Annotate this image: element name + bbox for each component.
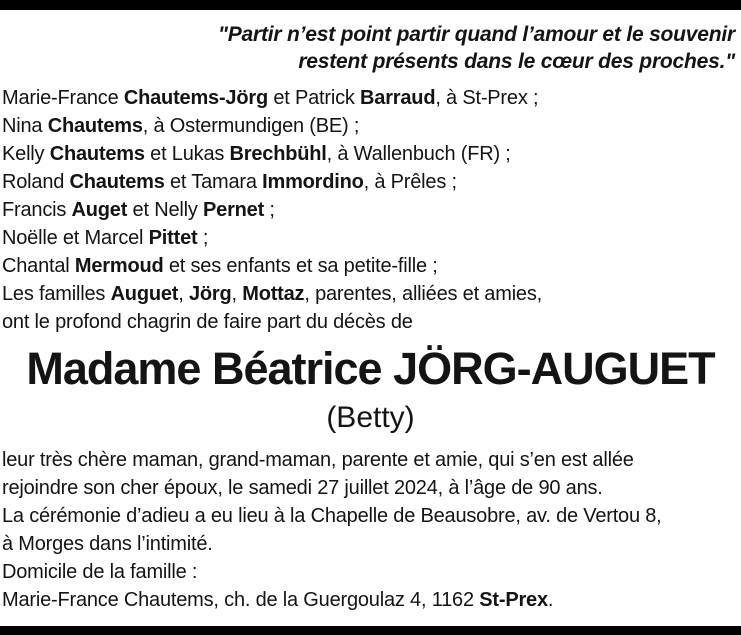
family-name-bold: Chautems	[47, 115, 143, 137]
family-name-bold: Chautems	[49, 143, 145, 165]
text-segment: Nina	[2, 115, 48, 137]
text-segment: Domicile de la famille :	[2, 561, 198, 583]
notice-line	[2, 280, 741, 308]
text-segment: , à Ostermundigen (BE) ;	[142, 115, 360, 137]
bottom-border-bar	[0, 626, 741, 635]
notice-line	[2, 308, 741, 336]
deceased-nickname: (Betty)	[326, 401, 415, 434]
text-segment: rejoindre son cher époux, le samedi 27 juillet 2024, à l’âge de 90 ans.	[2, 477, 603, 499]
text-segment: , à St-Prex ;	[435, 87, 539, 109]
text-segment: Noëlle et Marcel	[2, 227, 149, 249]
family-name-bold: Mermoud	[74, 255, 164, 277]
text-segment: .	[547, 589, 554, 611]
notice-line	[2, 168, 741, 196]
notice-line	[2, 586, 741, 614]
text-segment: ,	[231, 283, 243, 305]
notice-line	[2, 446, 741, 474]
text-segment: La cérémonie d’adieu a eu lieu à la Chapelle de Beausobre, av. de Vertou 8,	[2, 505, 662, 527]
notice-line	[2, 224, 741, 252]
top-border-bar	[0, 0, 741, 10]
closing-lines	[2, 446, 741, 614]
text-segment: leur très chère maman, grand-maman, parente et amie, qui s’en est allée	[2, 449, 634, 471]
text-segment: ;	[264, 199, 275, 221]
notice-line	[2, 140, 741, 168]
text-segment: ;	[197, 227, 209, 249]
family-name-bold: Pernet	[203, 199, 265, 221]
text-segment: Francis	[2, 199, 72, 221]
text-segment: et Tamara	[164, 171, 263, 193]
family-name-bold: St-Prex	[479, 589, 548, 611]
family-name-bold: Barraud	[360, 87, 436, 109]
family-name-bold: Pittet	[148, 227, 198, 249]
deceased-name: Madame Béatrice JÖRG-AUGUET	[26, 343, 715, 394]
notice-line	[2, 502, 741, 530]
notice-line	[2, 474, 741, 502]
text-segment: Chantal	[2, 255, 75, 277]
notice-line	[2, 252, 741, 280]
text-segment: et Nelly	[127, 199, 204, 221]
text-segment: à Morges dans l’intimité.	[2, 533, 213, 555]
text-segment: et ses enfants et sa petite-fille ;	[163, 255, 438, 277]
family-name-bold: Auguet	[110, 283, 179, 305]
notice-line	[2, 84, 741, 112]
text-segment: , à Prêles ;	[363, 171, 457, 193]
family-lines	[2, 84, 741, 336]
text-segment: ,	[178, 283, 189, 305]
family-name-bold: Auget	[71, 199, 128, 221]
text-segment: , parentes, alliées et amies,	[304, 283, 543, 305]
text-segment: Marie-France Chautems, ch. de la Guergoulaz 4, 1162	[2, 589, 480, 611]
notice-line	[2, 196, 741, 224]
text-segment: et Lukas	[144, 143, 230, 165]
text-segment: et Patrick	[267, 87, 361, 109]
family-name-bold: Immordino	[262, 171, 364, 193]
notice-line	[2, 112, 741, 140]
text-segment: Roland	[2, 171, 70, 193]
text-segment: Marie-France	[2, 87, 124, 109]
text-segment: , à Wallenbuch (FR) ;	[326, 143, 511, 165]
notice-line	[2, 530, 741, 558]
text-segment: Kelly	[2, 143, 50, 165]
text-segment: Les familles	[2, 283, 111, 305]
family-name-bold: Brechbühl	[229, 143, 327, 165]
quote-line-1: "Partir n’est point partir quand l’amour et le souvenir	[217, 23, 735, 46]
text-segment: ont le profond chagrin de faire part du décès de	[2, 311, 413, 333]
quote-line-2: restent présents dans le cœur des proches."	[298, 50, 735, 73]
family-name-bold: Jörg	[188, 283, 232, 305]
family-name-bold: Mottaz	[242, 283, 305, 305]
family-name-bold: Chautems	[69, 171, 165, 193]
notice-line	[2, 558, 741, 586]
family-name-bold: Chautems-Jörg	[123, 87, 268, 109]
memorial-quote	[0, 21, 735, 75]
